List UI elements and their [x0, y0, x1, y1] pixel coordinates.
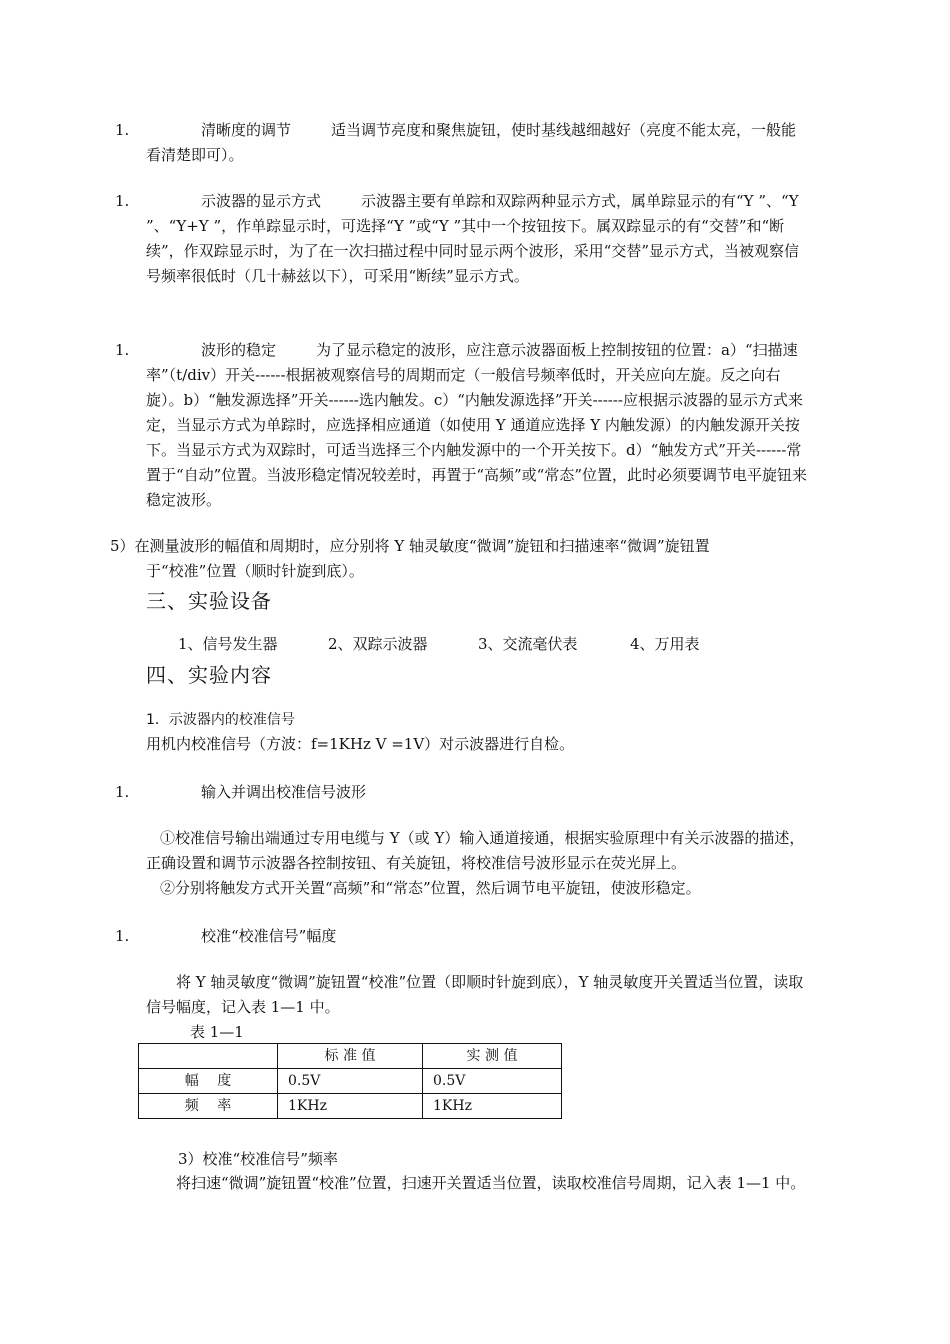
item-frequency-title: 3）校准“校准信号”频率 [178, 1150, 338, 1168]
heading-content: 四、实验内容 [146, 663, 272, 687]
frequency-paragraph: 将扫速“微调”旋钮置“校准”位置，扫速开关置适当位置，读取校准信号周期，记入表 1—1 中。 [176, 1174, 806, 1192]
calibration-table [138, 1043, 562, 1119]
section-clarity [146, 118, 810, 168]
table-cell: 标 准 值 [278, 1044, 423, 1069]
amplitude-paragraph: 将 Y 轴灵敏度“微调”旋钮置“校准”位置（即顺时针旋到底），Y 轴灵敏度开关置适当位置，读取信号幅度，记入表 1—1 中。 [146, 973, 804, 1016]
list-number: 1. [115, 121, 130, 139]
equipment-item: 4、万用表 [630, 635, 700, 653]
item-amplitude-title: 校准“校准信号”幅度 [201, 927, 337, 945]
list-number: 1. [115, 341, 130, 359]
item-input-title: 输入并调出校准信号波形 [201, 783, 367, 801]
section-title: 波形的稳定 [201, 341, 277, 359]
section-waveform-stability [146, 338, 810, 513]
table-cell: 幅 度 [139, 1069, 278, 1094]
table-header-row [139, 1044, 562, 1069]
table-cell: 实 测 值 [423, 1044, 562, 1069]
table-row [139, 1069, 562, 1094]
section-text: 示波器主要有单踪和双踪两种显示方式，属单踪显示的有“Y ”、“Y ”、“Y+Y ”，作单踪显示时，可选择“Y ”或“Y ”其中一个按钮按下。属双踪显示的有“交替”和“断续”，作双踪显示时，为了在一次扫描过程中同时显示两个波形，采用“交替”显示方式，当被观察信号频率很低时（几十赫兹以下），可采用“断续”显示方式。 [146, 192, 800, 285]
table-cell: 频 率 [139, 1094, 278, 1119]
subheading-calibration-signal: 1．示波器内的校准信号 [146, 712, 295, 728]
equipment-item: 2、双踪示波器 [328, 635, 428, 653]
section-text: 为了显示稳定的波形，应注意示波器面板上控制按钮的位置：a）“扫描速率”（t/div）开关------根据被观察信号的周期而定（一般信号频率低时，开关应向左旋。反之向右旋）。b）“触发源选择”开关------选内触发。c）“内触发源选择”开关------应根据示波器的显示方式来定，当显示方式为单踪时，应选择相应通道（如使用 Y 通道应选择 Y 内触发源）的内触发源开关按下。当显示方式为双踪时，可适当选择三个内触发源中的一个开关按下。d）“触发方式”开关------常置于“自动”位置。当波形稳定情况较差时，再置于“高频”或“常态”位置，此时必须要调节电平旋钮来稳定波形。 [146, 341, 808, 509]
section-title: 示波器的显示方式 [201, 192, 322, 210]
equipment-item: 1、信号发生器 [178, 635, 278, 653]
list-number: 1. [115, 192, 130, 210]
equipment-item: 3、交流毫伏表 [478, 635, 578, 653]
table-cell: 1KHz [278, 1094, 423, 1119]
calibration-text: 用机内校准信号（方波：f=1KHz V =1V）对示波器进行自检。 [146, 735, 575, 753]
list-number: 1. [115, 783, 130, 801]
table-row [139, 1094, 562, 1119]
input-paragraph-1: ①校准信号输出端通过专用电缆与 Y（或 Y）输入通道接通，根据实验原理中有关示波器的描述，正确设置和调节示波器各控制按钮、有关旋钮，将校准信号波形显示在荧光屏上。 [146, 829, 805, 872]
input-paragraph-2: ②分别将触发方式开关置“高频”和“常态”位置，然后调节电平旋钮，使波形稳定。 [160, 879, 701, 897]
table-cell [139, 1044, 278, 1069]
heading-equipment: 三、实验设备 [146, 589, 272, 613]
section-text: 适当调节亮度和聚焦旋钮，使时基线越细越好（亮度不能太亮，一般能看清楚即可）。 [146, 121, 797, 164]
table-cell: 0.5V [278, 1069, 423, 1094]
section-title: 清晰度的调节 [201, 121, 292, 139]
section-display-mode [146, 189, 810, 289]
table-cell: 0.5V [423, 1069, 562, 1094]
table-cell: 1KHz [423, 1094, 562, 1119]
section-5-line1: 5）在测量波形的幅值和周期时，应分别将 Y 轴灵敏度“微调”旋钮和扫描速率“微调”旋钮置 [110, 537, 710, 555]
section-5-line2: 于“校准”位置（顺时针旋到底）。 [146, 562, 364, 580]
table-caption: 表 1—1 [190, 1023, 244, 1041]
list-number: 1. [115, 927, 130, 945]
